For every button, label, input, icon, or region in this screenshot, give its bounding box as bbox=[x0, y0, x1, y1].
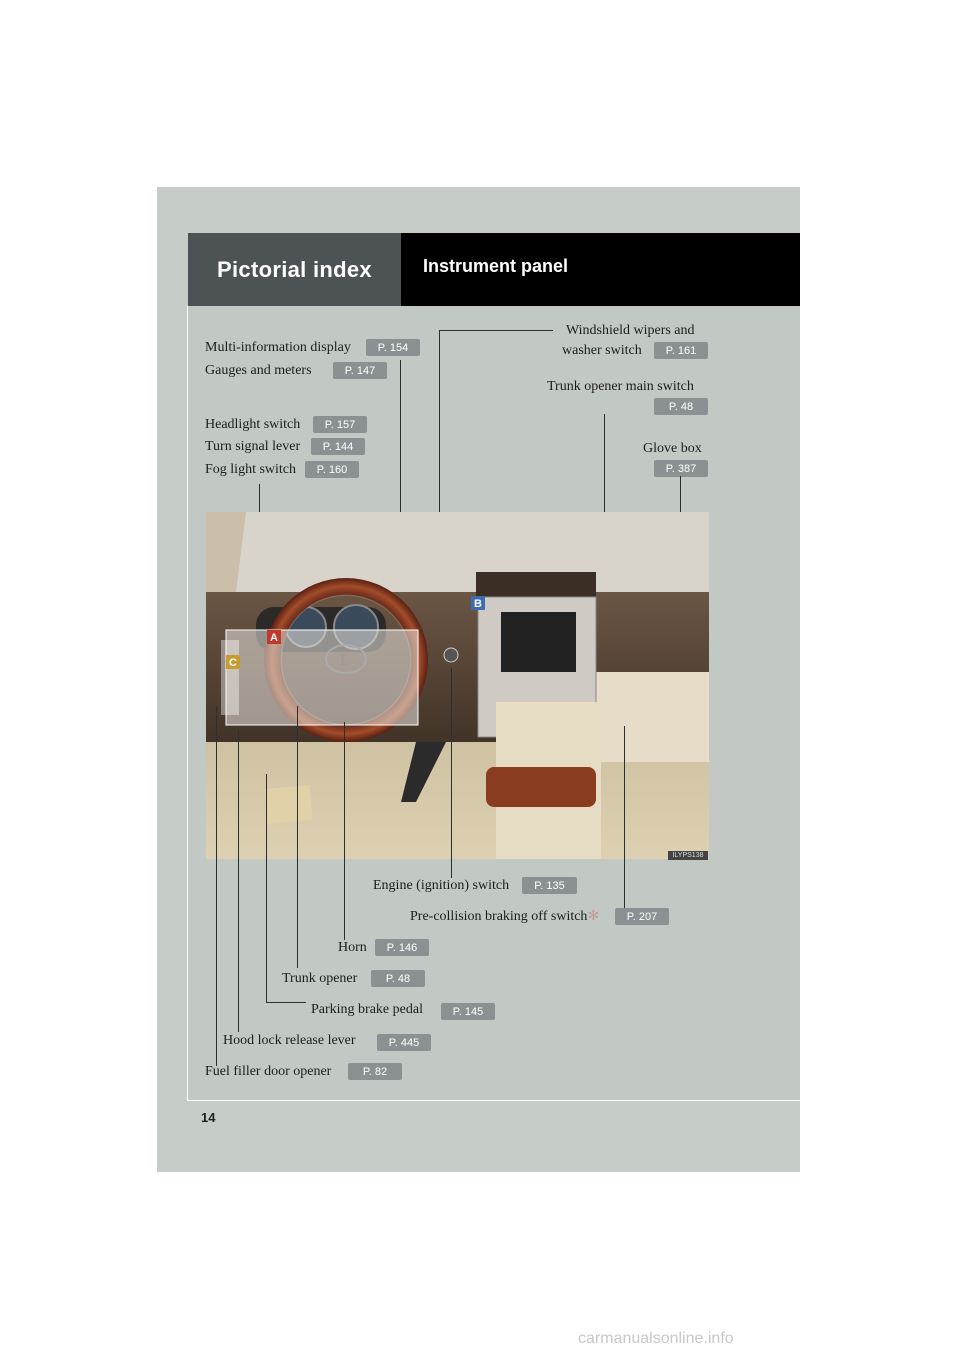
trunk-main-page-link[interactable]: P. 48 bbox=[654, 398, 708, 415]
trunk-opener-page-link[interactable]: P. 48 bbox=[371, 970, 425, 987]
gauges-label: Gauges and meters bbox=[205, 363, 312, 378]
leader-parking-brake-h bbox=[266, 1002, 306, 1003]
trunk-opener-label: Trunk opener bbox=[282, 971, 358, 986]
asterisk-icon: ✻ bbox=[587, 909, 600, 924]
fuel-door-page-link[interactable]: P. 82 bbox=[348, 1063, 402, 1080]
section-title: Pictorial index bbox=[217, 256, 372, 282]
leader-hood-lock bbox=[238, 730, 239, 1032]
leader-engine bbox=[451, 668, 452, 878]
engine-page-link[interactable]: P. 135 bbox=[522, 877, 577, 894]
pre-collision-label: Pre-collision braking off switch✻ bbox=[410, 909, 600, 924]
panel-border-left bbox=[187, 306, 188, 1101]
fuel-door-label: Fuel filler door opener bbox=[205, 1064, 332, 1079]
headlight-page-link[interactable]: P. 157 bbox=[313, 416, 367, 433]
multi-info-page-link[interactable]: P. 154 bbox=[366, 339, 420, 356]
gauges-page-link[interactable]: P. 147 bbox=[333, 362, 387, 379]
glove-box-label: Glove box bbox=[643, 441, 702, 456]
watermark: carmanualsonline.info bbox=[578, 1330, 734, 1347]
parking-brake-label: Parking brake pedal bbox=[311, 1002, 423, 1017]
steering-logo: L bbox=[340, 652, 350, 669]
photo-id: ILYPS138 bbox=[668, 851, 708, 860]
marker-b: B bbox=[474, 598, 482, 610]
panel-border-bottom bbox=[188, 1100, 800, 1101]
headlight-label: Headlight switch bbox=[205, 417, 301, 432]
pre-collision-page-link[interactable]: P. 207 bbox=[615, 908, 669, 925]
fog-light-page-link[interactable]: P. 160 bbox=[305, 461, 359, 478]
parking-brake-page-link[interactable]: P. 145 bbox=[441, 1003, 495, 1020]
page-header bbox=[401, 233, 800, 306]
hood-lock-label: Hood lock release lever bbox=[223, 1033, 356, 1048]
leader-fuel-door bbox=[216, 706, 217, 1066]
horn-page-link[interactable]: P. 146 bbox=[375, 939, 429, 956]
multi-info-label: Multi-information display bbox=[205, 340, 351, 355]
leader-trunk-opener bbox=[297, 706, 298, 968]
instrument-panel-illustration bbox=[206, 512, 709, 859]
glove-box-page-link[interactable]: P. 387 bbox=[654, 460, 708, 477]
leader-horn bbox=[344, 722, 345, 940]
wipers-label-line1: Windshield wipers and bbox=[566, 323, 695, 338]
hood-lock-page-link[interactable]: P. 445 bbox=[377, 1034, 431, 1051]
fog-light-label: Fog light switch bbox=[205, 462, 297, 477]
wipers-page-link[interactable]: P. 161 bbox=[654, 342, 708, 359]
leader-wipers-h bbox=[439, 330, 553, 331]
trunk-main-label: Trunk opener main switch bbox=[547, 379, 694, 394]
horn-label: Horn bbox=[338, 940, 367, 955]
engine-label: Engine (ignition) switch bbox=[373, 878, 510, 893]
marker-c: C bbox=[229, 657, 237, 669]
leader-pre-collision bbox=[624, 726, 625, 908]
leader-parking-brake bbox=[266, 774, 267, 1002]
turn-signal-label: Turn signal lever bbox=[205, 439, 301, 454]
page-title: Instrument panel bbox=[423, 256, 569, 276]
section-tab bbox=[188, 233, 401, 306]
marker-a: A bbox=[270, 632, 278, 644]
wipers-label-line2: washer switch bbox=[562, 343, 642, 358]
page-number: 14 bbox=[201, 1110, 216, 1125]
turn-signal-page-link[interactable]: P. 144 bbox=[311, 438, 365, 455]
